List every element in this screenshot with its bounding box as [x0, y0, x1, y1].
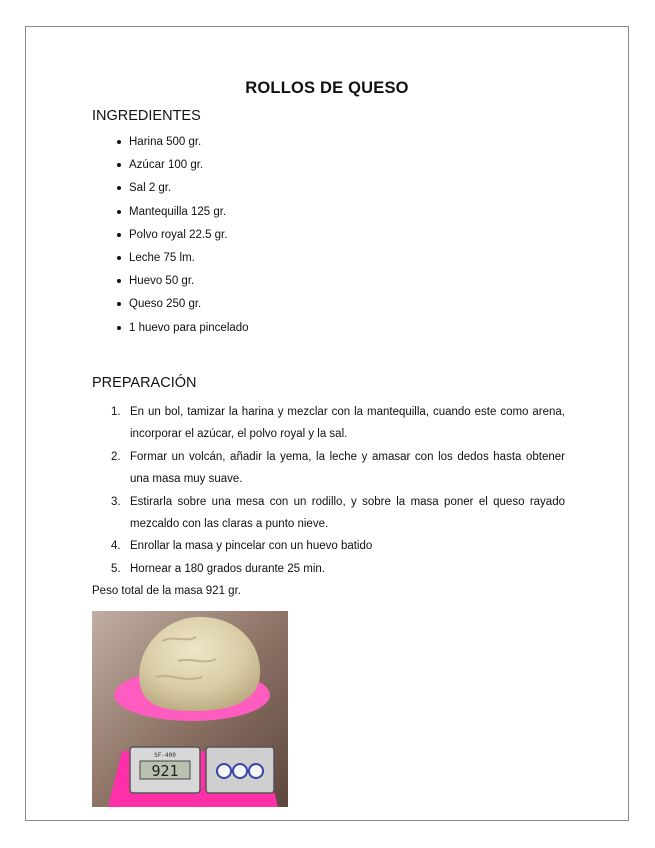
- total-weight-note: Peso total de la masa 921 gr.: [92, 585, 241, 597]
- list-item: Queso 250 gr.: [92, 295, 392, 318]
- step-item: [92, 558, 565, 580]
- list-item: Huevo 50 gr.: [92, 272, 392, 295]
- preparation-heading: PREPARACIÓN: [92, 375, 197, 391]
- step-text: En un bol, tamizar la harina y mezclar con la mantequilla, cuando este como arena, incorporar el azúcar, el polvo royal y la sal.: [130, 406, 565, 441]
- scale-button-icon: [233, 764, 247, 778]
- ingredients-list: [92, 133, 392, 342]
- list-item: 1 huevo para pincelado: [92, 319, 392, 342]
- scale-button-icon: [217, 764, 231, 778]
- document-page: [25, 26, 629, 821]
- step-text: Hornear a 180 grados durante 25 min.: [130, 562, 325, 575]
- step-number: 5.: [111, 562, 121, 575]
- step-item: [92, 446, 565, 491]
- step-item: [92, 491, 565, 536]
- ingredients-heading: INGREDIENTES: [92, 108, 201, 124]
- list-item: Harina 500 gr.: [92, 133, 392, 156]
- scale-reading: 921: [151, 762, 179, 780]
- step-text: Formar un volcán, añadir la yema, la leche y amasar con los dedos hasta obtener una masa muy suave.: [130, 450, 565, 486]
- step-number: 4.: [111, 540, 121, 553]
- scale-model-label: SF-400: [154, 752, 176, 759]
- photo-illustration: [92, 611, 288, 807]
- step-text: Estirarla sobre una mesa con un rodillo, y sobre la masa poner el queso rayado mezcaldo con las claras a punto nieve.: [130, 495, 565, 531]
- list-item: Polvo royal 22.5 gr.: [92, 226, 392, 249]
- step-number: 1.: [111, 406, 121, 418]
- list-item: Azúcar 100 gr.: [92, 156, 392, 179]
- list-item: Leche 75 lm.: [92, 249, 392, 272]
- preparation-steps: [92, 401, 565, 580]
- step-number: 3.: [111, 495, 121, 508]
- scale-button-icon: [249, 764, 263, 778]
- recipe-title: ROLLOS DE QUESO: [245, 79, 409, 97]
- dough-on-scale-photo: [92, 611, 288, 807]
- list-item: Mantequilla 125 gr.: [92, 203, 392, 226]
- step-text: Enrollar la masa y pincelar con un huevo batido: [130, 540, 373, 553]
- step-item: [92, 535, 565, 557]
- list-item: Sal 2 gr.: [92, 179, 392, 202]
- step-number: 2.: [111, 450, 121, 463]
- step-item: [92, 401, 565, 446]
